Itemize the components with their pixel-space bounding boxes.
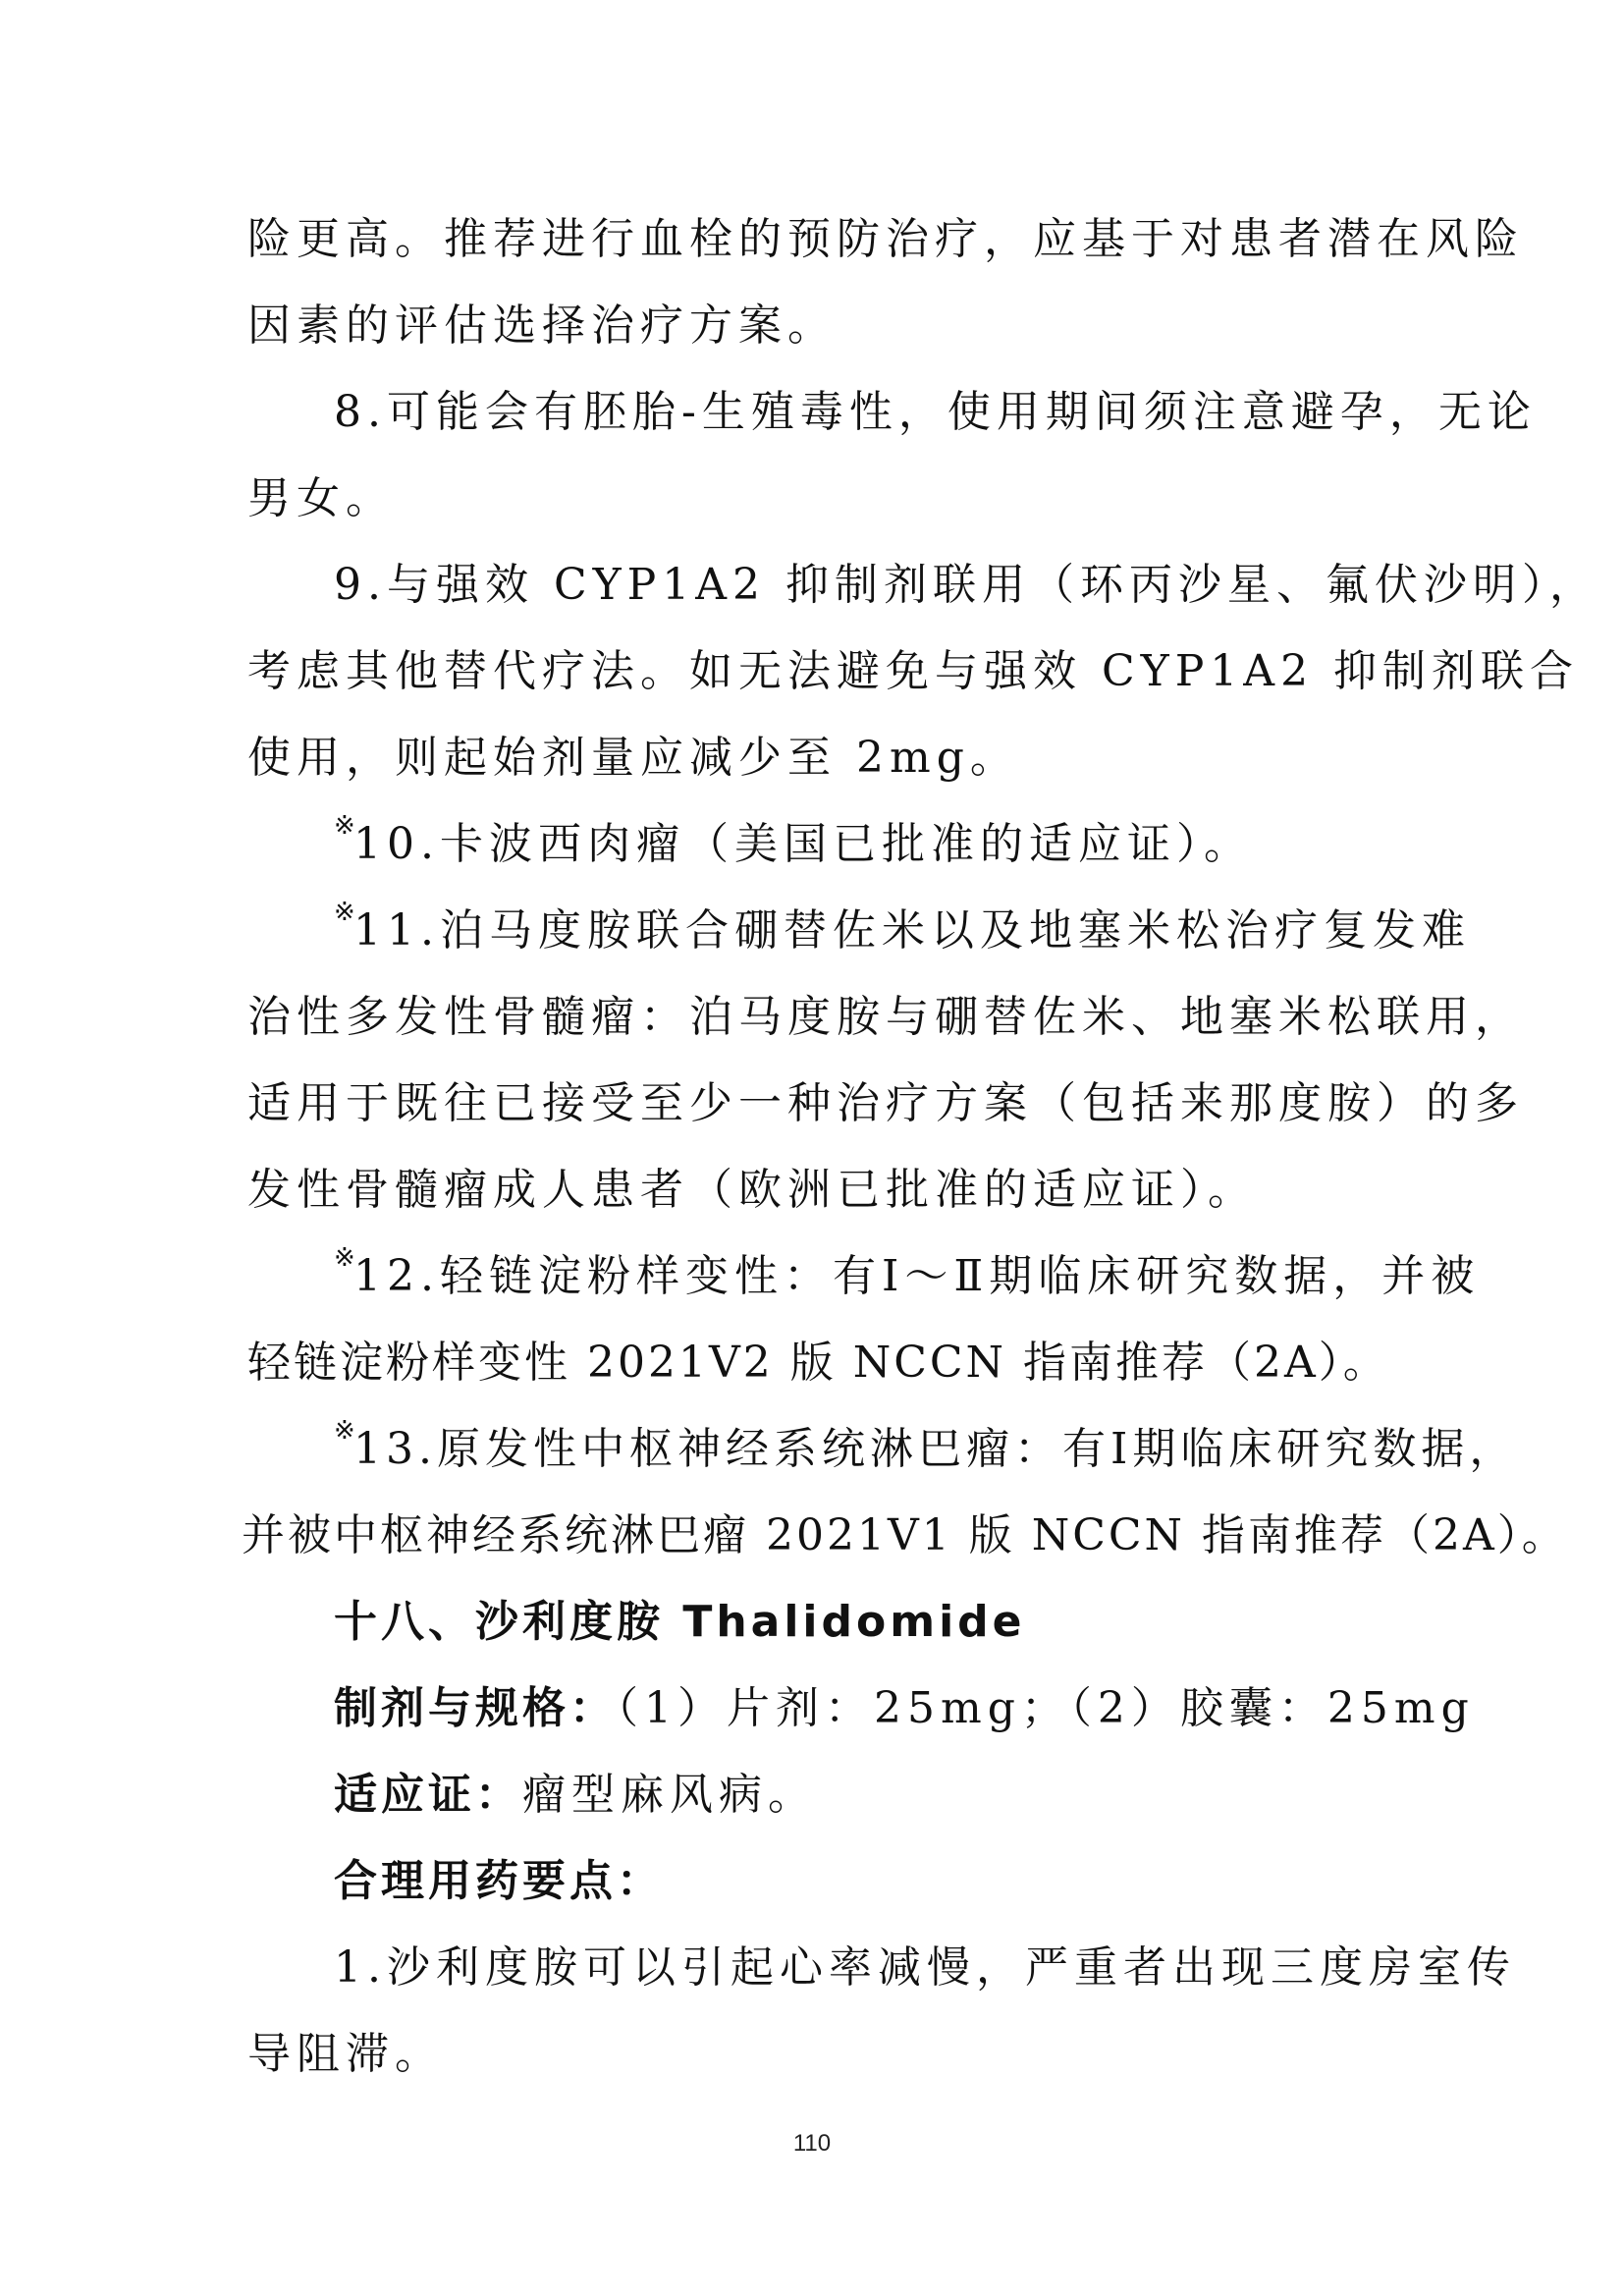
note-mark: ※ (334, 811, 355, 841)
text-line: 考虑其他替代疗法。如无法避免与强效 CYP1A2 抑制剂联合 (247, 646, 1580, 696)
spec-label: 制剂与规格： (334, 1683, 617, 1733)
text-line: 因素的评估选择治疗方案。 (247, 301, 837, 351)
text-line: 险更高。推荐进行血栓的预防治疗，应基于对患者潜在风险 (247, 214, 1524, 264)
indication-label: 适应证： (334, 1770, 522, 1820)
text-line: 使用，则起始剂量应减少至 2mg。 (247, 733, 1019, 783)
list-item-13: 13.原发性中枢神经系统淋巴瘤：有Ⅰ期临床研究数据， (353, 1424, 1518, 1474)
text-line: 导阻滞。 (247, 2029, 444, 2079)
list-item-9: 9.与强效 CYP1A2 抑制剂联用（环丙沙星、氟伏沙明）， (334, 560, 1599, 610)
list-item-12: 12.轻链淀粉样变性：有Ⅰ～Ⅱ期临床研究数据，并被 (353, 1251, 1481, 1301)
spec-value: （1）片剂：25mg；（2）胶囊：25mg (617, 1683, 1475, 1733)
page-number: 110 (792, 2130, 832, 2157)
section-heading: 十八、沙利度胺 Thalidomide (334, 1597, 1026, 1647)
list-item-10: 10.卡波西肉瘤（美国已批准的适应证）。 (353, 819, 1253, 869)
indication-line (334, 1766, 1386, 1825)
note-mark: ※ (334, 1416, 355, 1446)
note-mark: ※ (334, 898, 355, 927)
text-line: 轻链淀粉样变性 2021V2 版 NCCN 指南推荐（2A）。 (247, 1338, 1389, 1388)
note-mark: ※ (334, 1243, 355, 1273)
list-item-11: 11.泊马度胺联合硼替佐米以及地塞米松治疗复发难 (353, 905, 1471, 956)
text-line: 男女。 (247, 473, 395, 523)
text-line: 适用于既往已接受至少一种治疗方案（包括来那度胺）的多 (247, 1078, 1524, 1128)
list-item-1: 1.沙利度胺可以引起心率减慢，严重者出现三度房室传 (334, 1942, 1516, 1993)
text-line: 治性多发性骨髓瘤：泊马度胺与硼替佐米、地塞米松联用， (247, 992, 1524, 1042)
indication-value: 瘤型麻风病。 (522, 1770, 817, 1820)
text-line: 并被中枢神经系统淋巴瘤 2021V1 版 NCCN 指南推荐（2A）。 (242, 1510, 1568, 1560)
usage-heading: 合理用药要点： (334, 1856, 664, 1906)
text-line: 发性骨髓瘤成人患者（欧洲已批准的适应证）。 (247, 1165, 1257, 1215)
list-item-8: 8.可能会有胚胎-生殖毒性，使用期间须注意避孕，无论 (334, 387, 1537, 437)
spec-line (334, 1679, 1475, 1738)
